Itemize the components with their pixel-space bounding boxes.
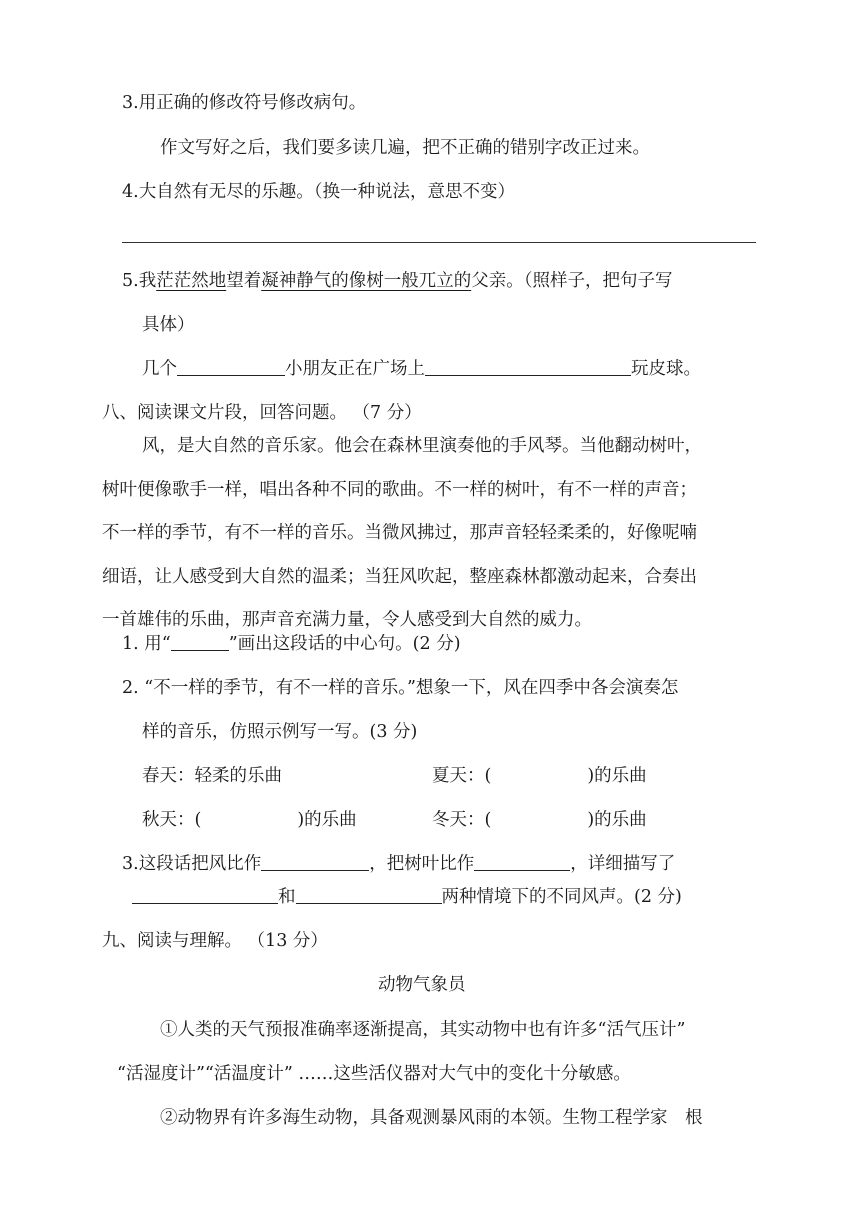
s8-q2-line2: 样的音乐，仿照示例写一写。(3 分) [142,722,418,742]
q5-fill-a: 几个 [142,359,177,379]
s9-p1-line2: “活湿度计”“活温度计” ……这些活仪器对大气中的变化十分敏感。 [117,1064,631,1084]
q5-fill-line [142,357,701,381]
article-title: 动物气象员 [378,975,466,995]
season-summer: 夏天：( )的乐曲 [432,766,647,786]
q3-sentence: 作文写好之后，我们要多读几遍，把不正确的错别字改正过来。 [160,138,650,158]
passage-line: 一首雄伟的乐曲，那声音充满力量，令人感受到大自然的威力。 [102,610,592,630]
section-8-heading: 八、阅读课文片段，回答问题。 （7 分） [102,403,422,423]
passage-line: 风，是大自然的音乐家。他会在森林里演奏他的手风琴。当他翻动树叶， [142,436,702,456]
q4-answer-line[interactable] [122,242,756,243]
q5-fill-c: 玩皮球。 [631,359,701,379]
q5-fill-b: 小朋友正在广场上 [285,359,425,379]
s8-q3-blank-3[interactable] [132,885,278,904]
s8-q1 [122,632,461,656]
q5-blank-1[interactable] [177,357,285,376]
s8-q1-a: 1. 用“ [122,634,171,654]
season-autumn: 秋天：( )的乐曲 [142,810,357,830]
s9-p2-line1: ②动物界有许多海生动物，具备观测暴风雨的本领。生物工程学家 根 [160,1108,703,1128]
q5-prefix: 5.我 [122,271,157,291]
s8-q3-blank-4[interactable] [296,885,442,904]
season-spring: 春天：轻柔的乐曲 [142,766,282,786]
s8-q3-blank-2[interactable] [474,852,570,871]
q5-cont: 具体） [142,315,195,335]
s8-q3-line2: 和 两种情境下的不同风声。(2 分) [132,885,682,909]
season-winter: 冬天：( )的乐曲 [432,810,647,830]
s8-q2-line1: 2. “不一样的季节，有不一样的音乐。”想象一下，风在四季中各会演奏怎 [122,678,679,698]
s8-q1-b: ”画出这段话的中心句。(2 分) [228,634,461,654]
q4-label: 4.大自然有无尽的乐趣。（换一种说法，意思不变） [122,182,515,202]
q3-label: 3.用正确的修改符号修改病句。 [122,93,367,113]
q5-mid: 望着 [226,271,262,291]
s8-q3-line1: 3.这段话把风比作 ，把树叶比作 ，详细描写了 [122,854,676,874]
passage-line: 不一样的季节，有不一样的音乐。当微风拂过，那声音轻轻柔柔的，好像呢喃 [102,523,697,543]
section-8-passage [102,425,756,643]
q5-line [122,269,672,293]
s8-q3-blank-1[interactable] [261,852,369,871]
s9-p1-line1: ①人类的天气预报准确率逐渐提高，其实动物中也有许多“活气压计” [160,1020,686,1040]
passage-line: 细语，让人感受到大自然的温柔；当狂风吹起，整座森林都激动起来，合奏出 [102,566,697,587]
section-9-heading: 九、阅读与理解。 （13 分） [102,931,328,951]
s8-q1-blank[interactable] [171,632,229,651]
q5-underlined-1: 茫茫然地 [156,271,227,291]
q5-blank-2[interactable] [425,357,631,376]
q5-suffix: 父亲。（照样子，把句子写 [471,271,673,291]
q5-underlined-2: 凝神静气的像树一般兀立的 [261,271,472,291]
passage-line: 树叶便像歌手一样，唱出各种不同的歌曲。不一样的树叶，有不一样的声音； [102,479,697,500]
